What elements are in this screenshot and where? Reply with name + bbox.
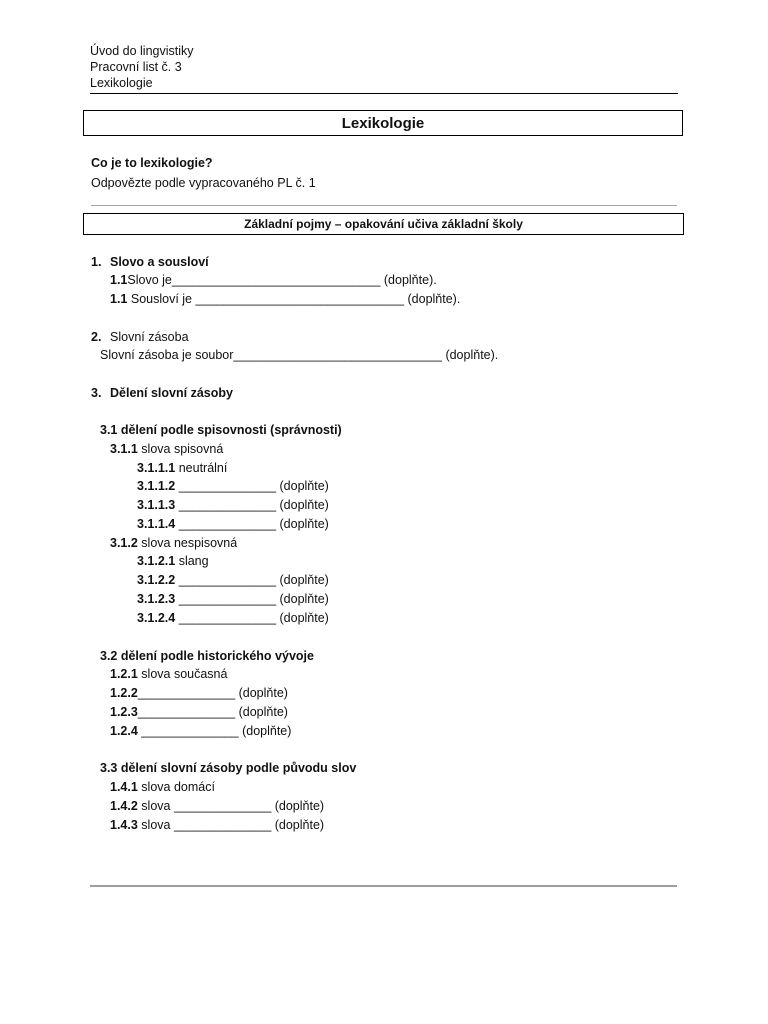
list-item: 3.1.2.4 ______________ (doplňte)	[137, 611, 329, 625]
header-course: Úvod do lingvistiky	[90, 44, 194, 58]
section-3-number: 3.	[91, 386, 102, 400]
page-title: Lexikologie	[83, 110, 683, 136]
list-item: 3.1.1.2 ______________ (doplňte)	[137, 479, 329, 493]
section-divider	[91, 205, 677, 206]
footer-divider	[90, 885, 677, 887]
list-item: 1.2.2______________ (doplňte)	[110, 686, 288, 700]
item-number: 1.1	[110, 292, 128, 306]
list-item: 3.1.2.2 ______________ (doplňte)	[137, 573, 329, 587]
list-item: 3.1.2.3 ______________ (doplňte)	[137, 592, 329, 606]
subsection-3-3-title: 3.3 dělení slovní zásoby podle původu slov	[100, 761, 357, 775]
section-1-item-2	[110, 291, 460, 307]
list-item: 1.2.4 ______________ (doplňte)	[110, 724, 292, 738]
list-item: 3.1.2 slova nespisovná	[110, 536, 238, 550]
list-item: 3.1.1 slova spisovná	[110, 442, 224, 456]
list-item: 1.4.1 slova domácí	[110, 780, 215, 794]
list-item: 1.4.3 slova ______________ (doplňte)	[110, 818, 325, 832]
list-item: 3.1.1.4 ______________ (doplňte)	[137, 517, 329, 531]
section-2-number: 2.	[91, 330, 102, 344]
header-topic: Lexikologie	[90, 76, 153, 90]
section-heading-box: Základní pojmy – opakování učiva základní školy	[83, 213, 684, 235]
intro-question: Co je to lexikologie?	[91, 156, 213, 170]
section-2-fill-in: Slovní zásoba je soubor______________________________ (doplňte).	[100, 348, 499, 362]
header-divider	[90, 93, 678, 94]
section-1-item-1	[110, 272, 437, 288]
subsection-3-1-title: 3.1 dělení podle spisovnosti (správnosti)	[100, 423, 342, 437]
list-item: 3.1.2.1 slang	[137, 554, 209, 568]
section-1-number: 1.	[91, 255, 102, 269]
fill-in-line: Slovo je______________________________ (doplňte).	[127, 273, 437, 287]
fill-in-line: Sousloví je ______________________________ (doplňte).	[127, 292, 461, 306]
subsection-3-2-title: 3.2 dělení podle historického vývoje	[100, 649, 314, 663]
section-1-title: Slovo a sousloví	[110, 255, 209, 269]
list-item: 1.4.2 slova ______________ (doplňte)	[110, 799, 325, 813]
list-item: 1.2.3______________ (doplňte)	[110, 705, 288, 719]
section-3-title: Dělení slovní zásoby	[110, 386, 233, 400]
header-worksheet-number: Pracovní list č. 3	[90, 60, 182, 74]
section-2-title: Slovní zásoba	[110, 330, 189, 344]
list-item: 3.1.1.3 ______________ (doplňte)	[137, 498, 329, 512]
list-item: 1.2.1 slova současná	[110, 667, 228, 681]
list-item: 3.1.1.1 neutrální	[137, 461, 228, 475]
intro-instruction: Odpovězte podle vypracovaného PL č. 1	[91, 176, 316, 190]
item-number: 1.1	[110, 273, 128, 287]
